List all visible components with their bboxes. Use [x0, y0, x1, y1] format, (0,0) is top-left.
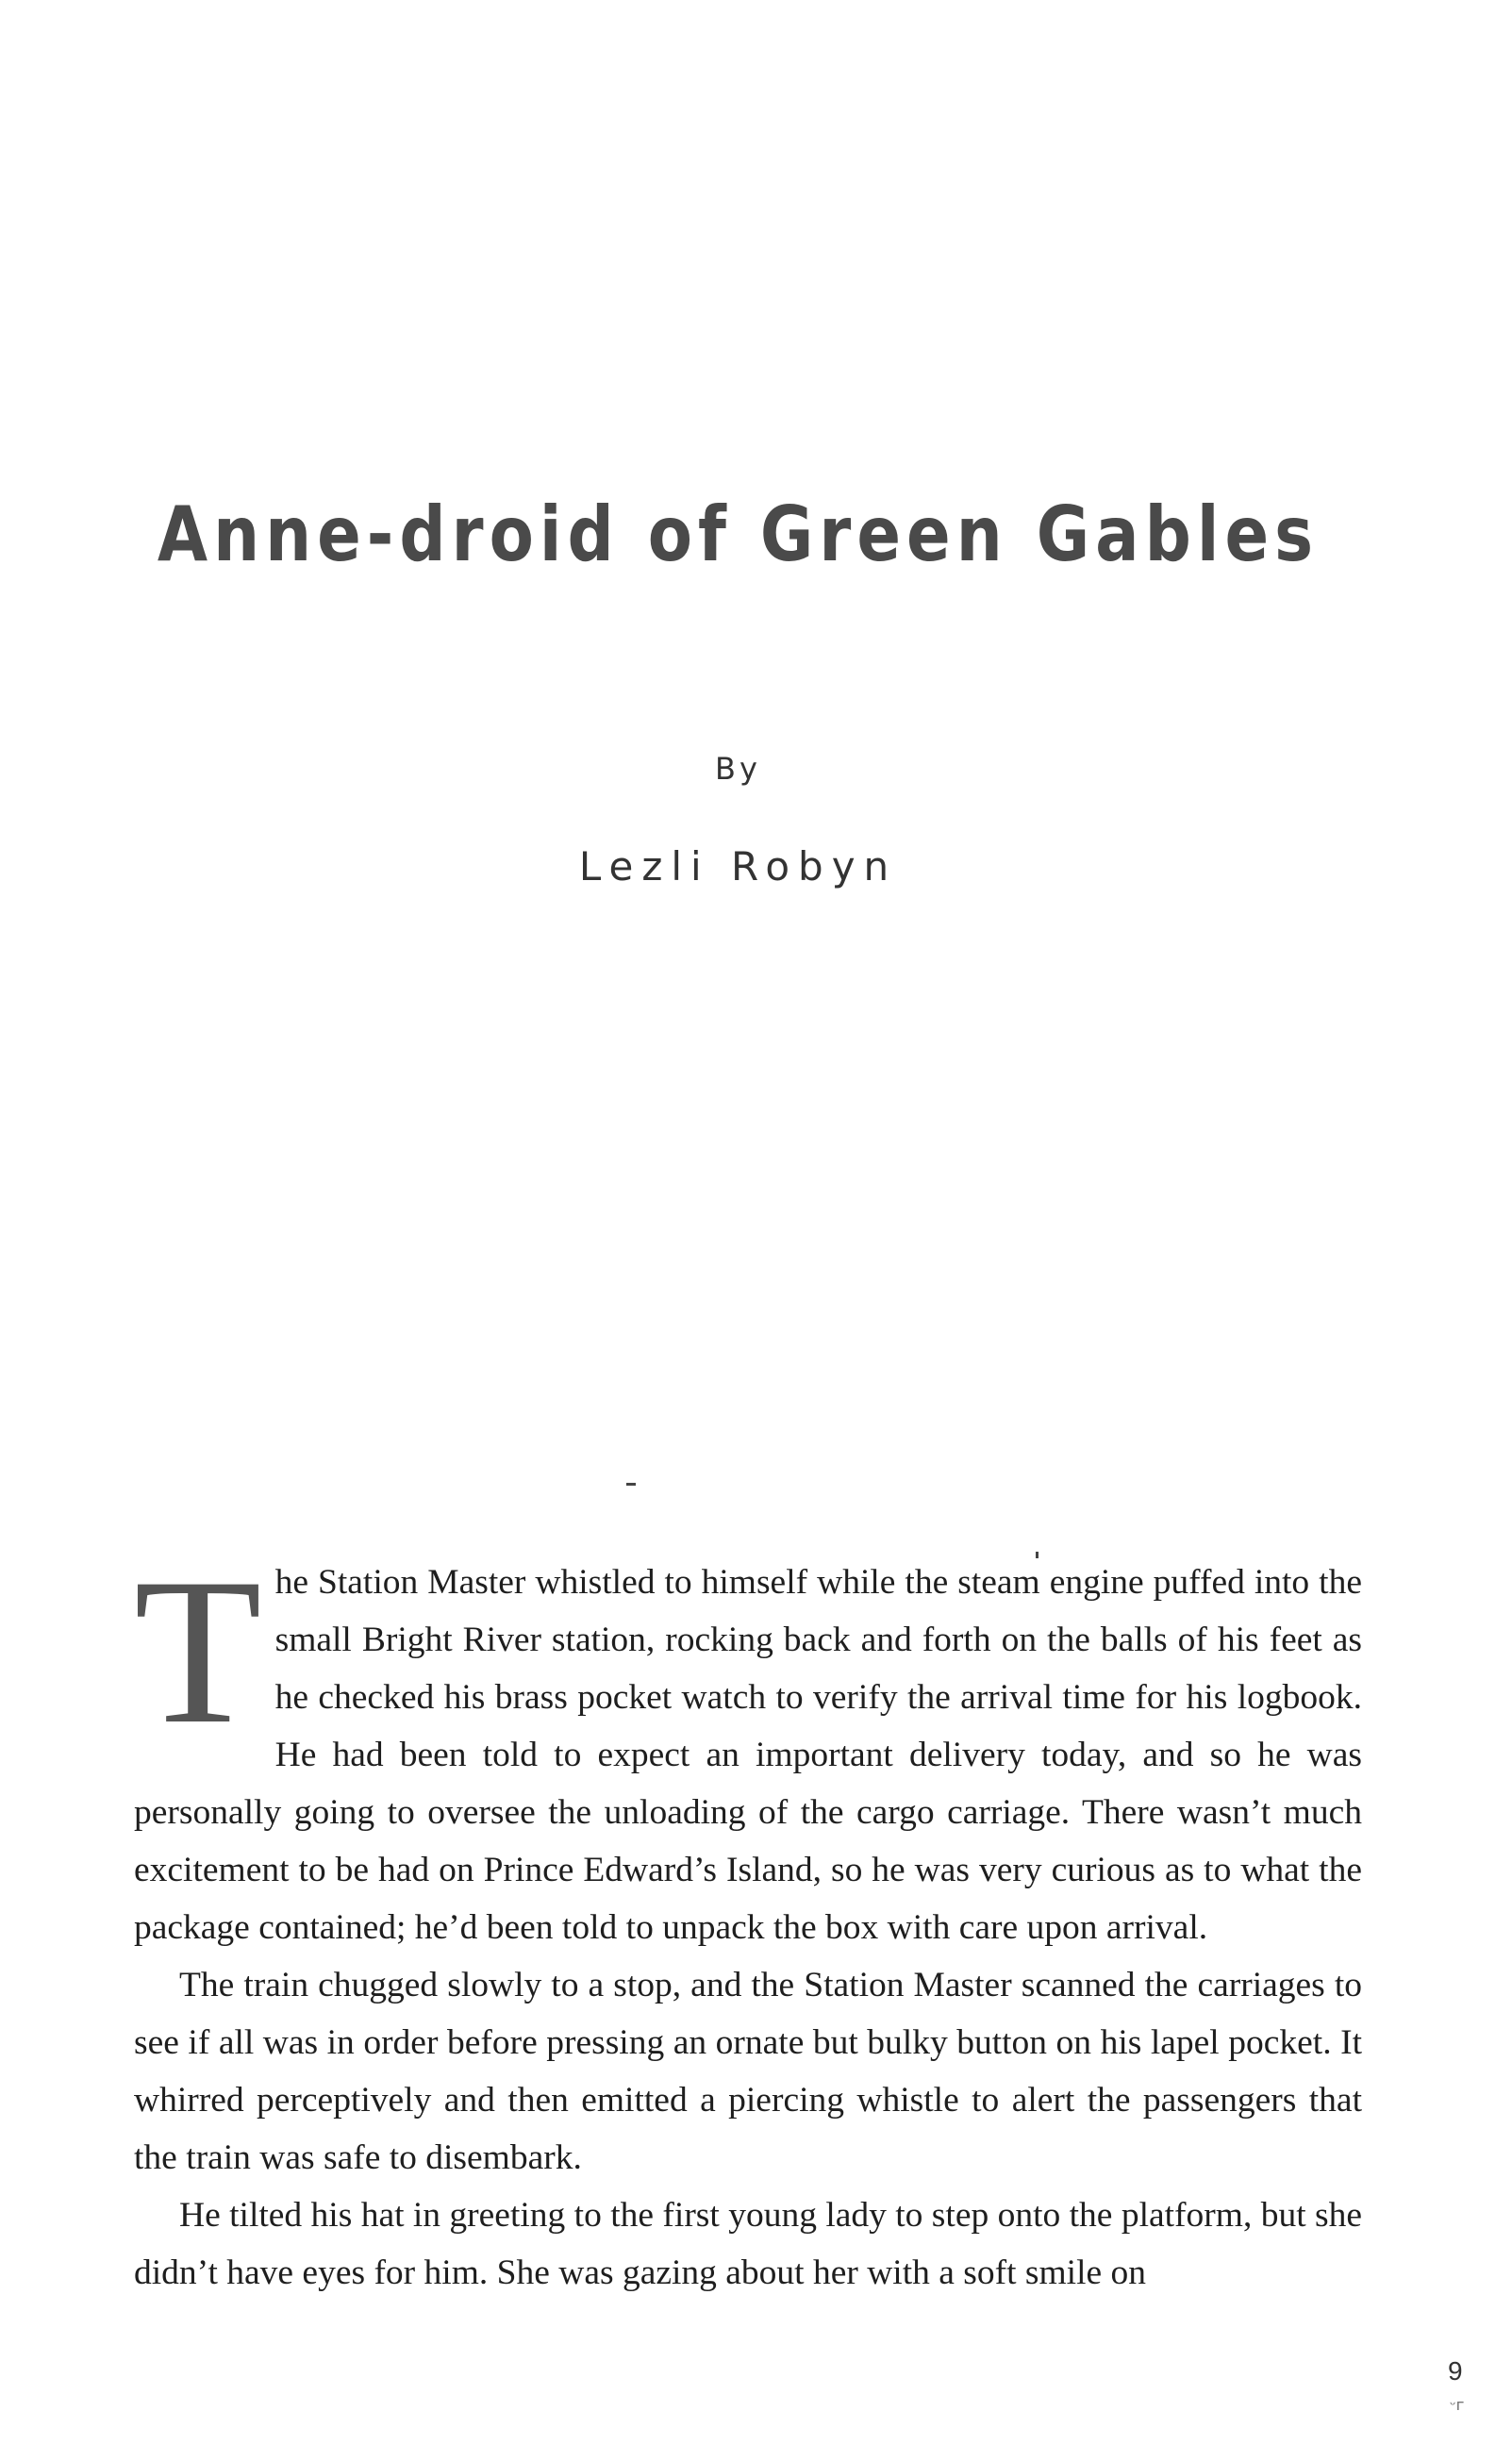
author-name: Lezli Robyn	[578, 843, 898, 890]
drop-cap: T	[134, 1536, 262, 1768]
story-body	[134, 1536, 1362, 2302]
paragraph-1-text: he Station Master whistled to himself while the steam engine puffed into the small Bright River station, rocking back and forth on the balls of his feet as he checked his brass pocket watch to verify the arrival time for his logbook. He had been told to expect an important delivery today, and so he was personally going to oversee the unloading of the cargo carriage. There wasn’t much excitement to be had on Prince Edward’s Island, so he was very curious as to what the package contained; he’d been told to unpack the box with care upon arrival.	[134, 1563, 1362, 1947]
paragraph-1	[134, 1536, 1362, 1956]
print-speck	[626, 1483, 636, 1486]
page-number: 9	[1448, 2356, 1463, 2386]
folio-ornament: ᵕᴦ	[1450, 2396, 1465, 2414]
story-title: Anne-droid of Green Gables	[157, 491, 1320, 578]
paragraph-2: The train chugged slowly to a stop, and the Station Master scanned the carriages to see if all was in order before pressing an ornate but bulky button on his lapel pocket. It whirred perceptively and then emitted a piercing whistle to alert the passengers that the train was safe to disembark.	[134, 1966, 1362, 2177]
paragraph-3: He tilted his hat in greeting to the first young lady to step onto the platform, but she didn’t have eyes for him. She was gazing about her with a soft smile on	[134, 2196, 1362, 2292]
by-label: By	[715, 751, 761, 787]
